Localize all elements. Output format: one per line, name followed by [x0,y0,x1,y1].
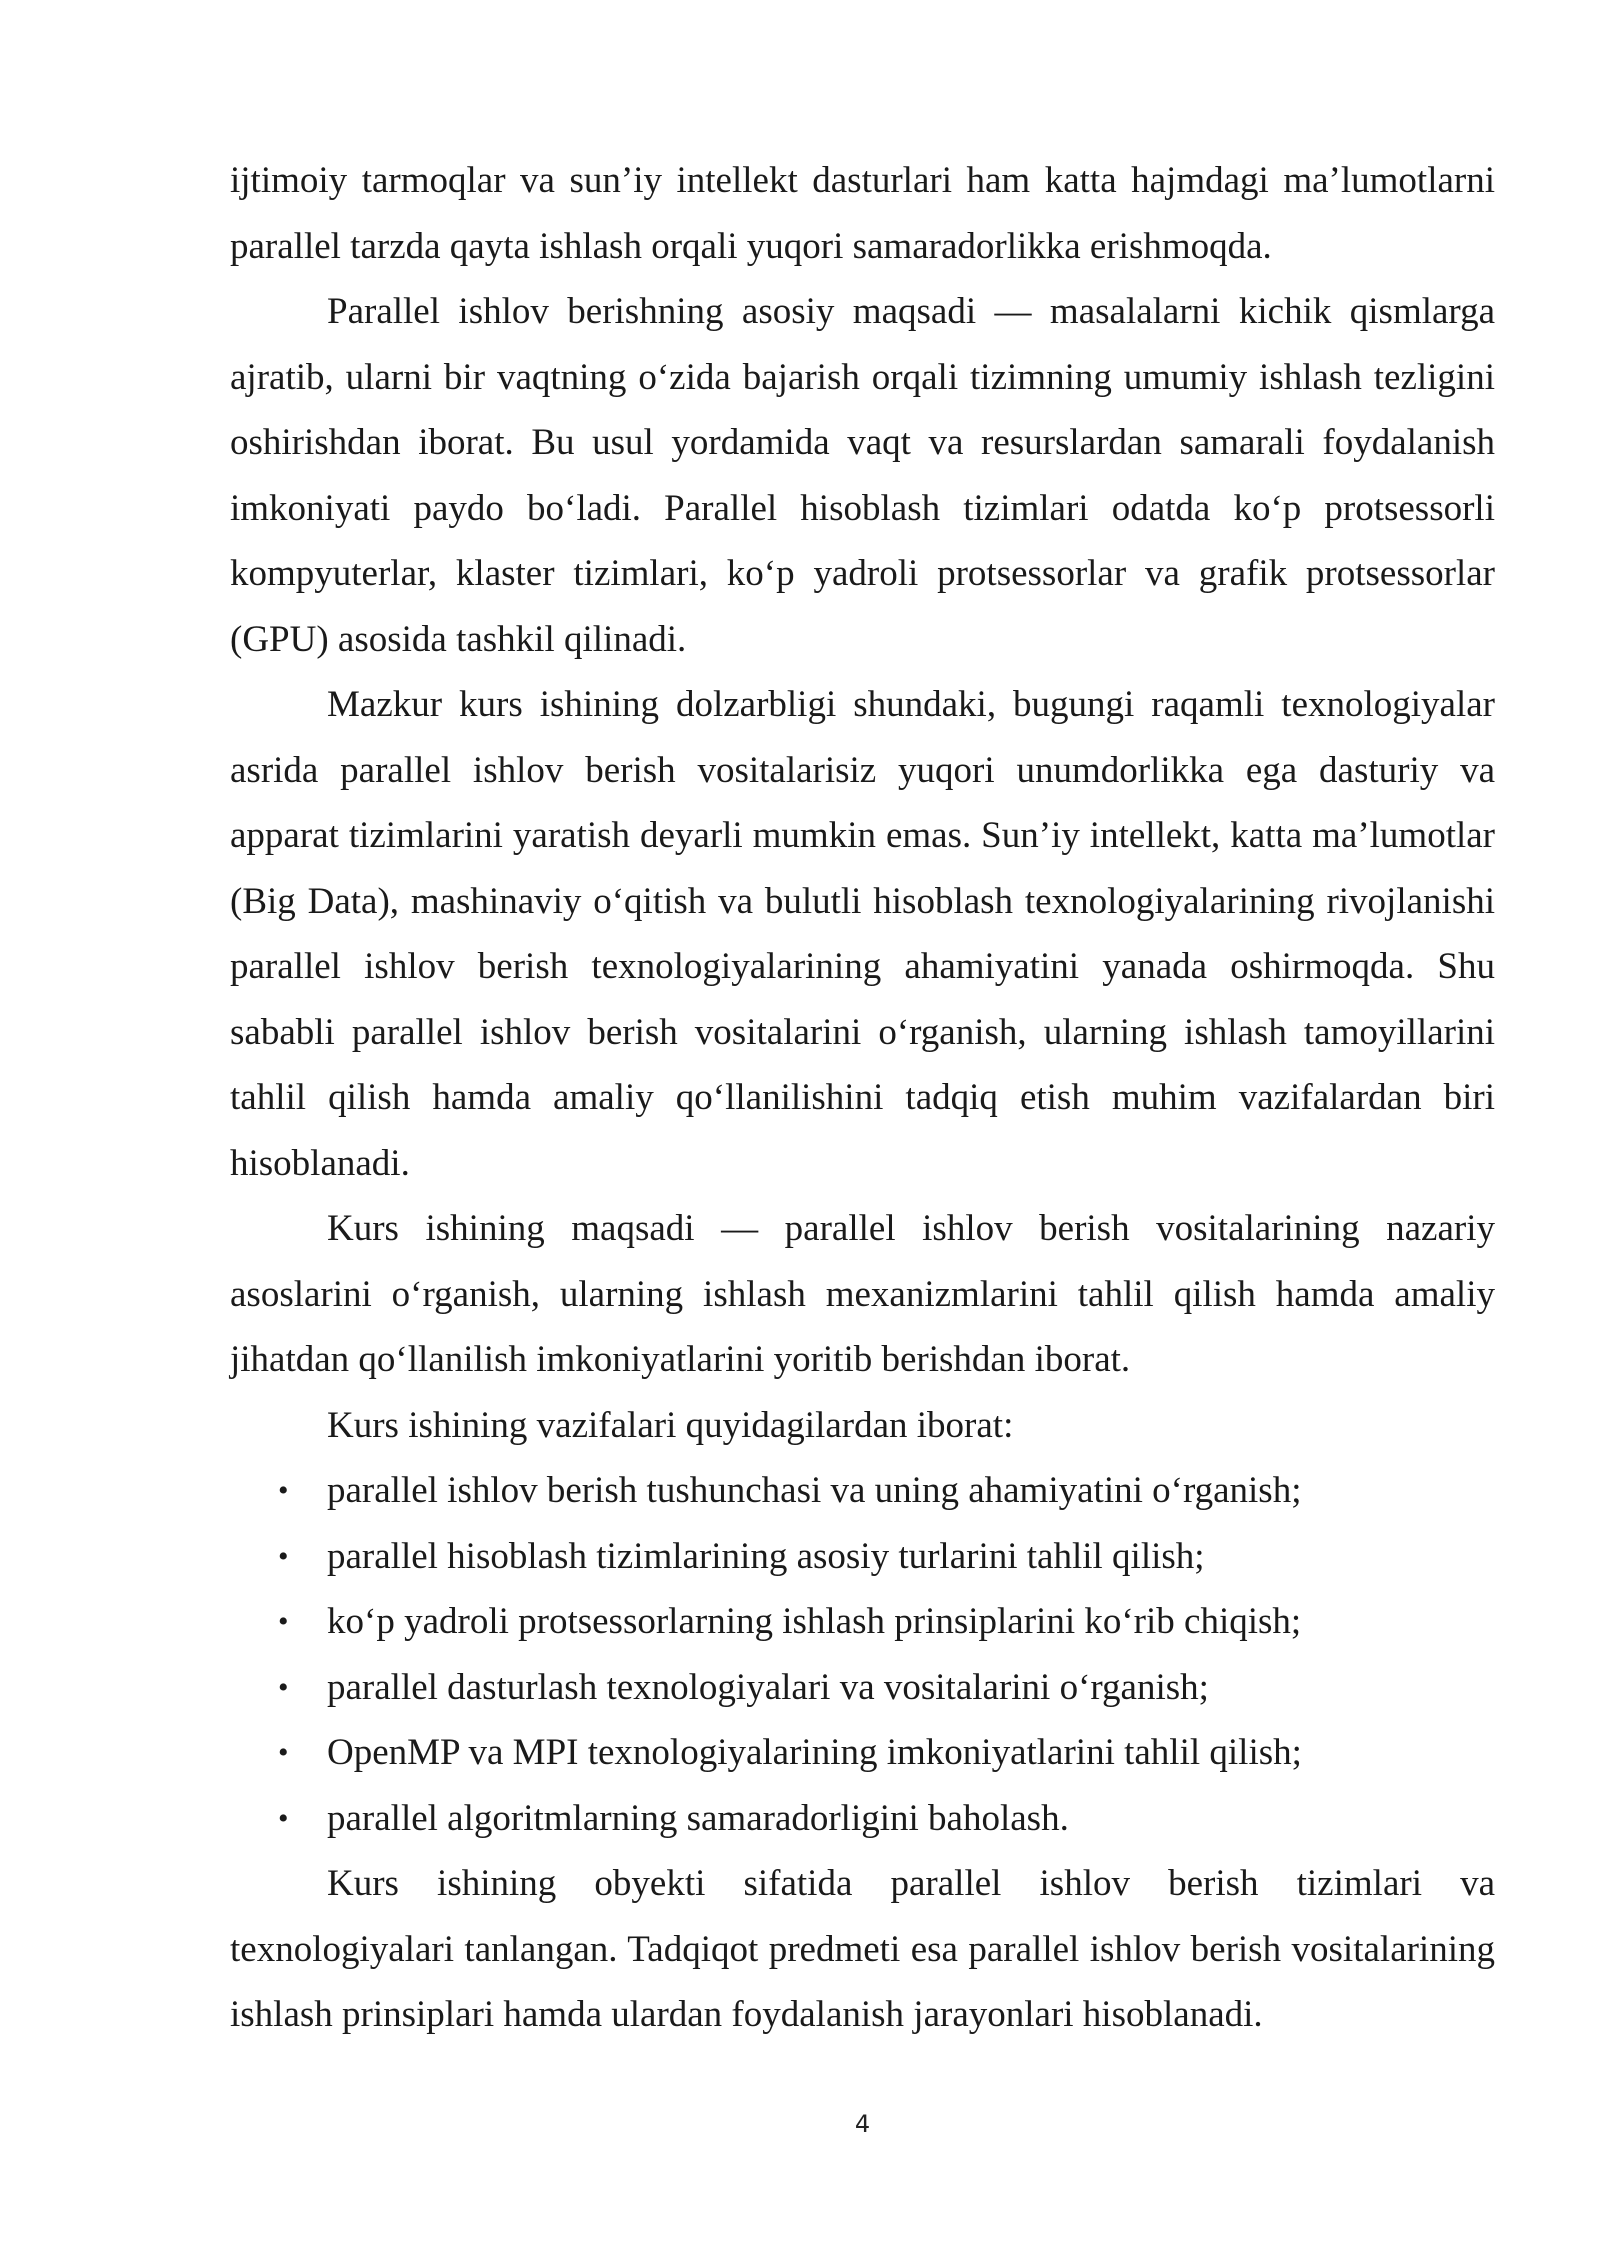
list-item [230,1655,1495,1721]
list-item-text: parallel dasturlash texnologiyalari va vositalarini oʻrganish; [327,1666,1209,1708]
bullet-icon: • [278,1801,289,1835]
document-page [230,148,1495,2048]
bullet-icon: • [278,1736,289,1769]
bullet-icon: • [278,1539,289,1573]
list-item [230,1458,1495,1524]
list-item [230,1720,1495,1786]
page-number: 4 [854,2110,871,2138]
list-item [230,1786,1495,1852]
list-item-text: koʻp yadroli protsessorlarning ishlash prinsiplarini koʻrib chiqish; [327,1601,1302,1642]
list-item-text: parallel algoritmlarning samaradorligini baholash. [327,1797,1069,1839]
list-item [230,1524,1495,1590]
list-item-text: parallel ishlov berish tushunchasi va uning ahamiyatini oʻrganish; [327,1470,1302,1511]
bullet-icon: • [278,1605,289,1638]
list-item-text: parallel hisoblash tizimlarining asosiy turlarini tahlil qilish; [327,1535,1205,1577]
paragraph-tasks-intro: Kurs ishining vazifalari quyidagilardan iborat: [327,1404,1014,1446]
paragraph-relevance: Mazkur kurs ishining dolzarbligi shundaki, bugungi raqamli texnologiyalar asrida parallel ishlov berish vositalarisiz yuqori unumdorlikka ega dasturiy va apparat tizimlarini yaratish deyarli mumkin emas. Sun’iy intellekt, katta ma’lumotlar (Big Data), mashinaviy oʻqitish va bulutli hisoblash texnologiyalarining rivojlanishi parallel ishlov berish texnologiyalarining ahamiyatini yanada oshirmoqda. Shu sababli parallel ishlov berish vositalarini oʻrganish, ularning ishlash tamoyillarini tahlil qilish hamda amaliy qoʻllanilishini tadqiq etish muhim vazifalardan biri hisoblanadi. [230,684,1495,1184]
paragraph-goal-of-parallel-processing: Parallel ishlov berishning asosiy maqsadi — masalalarni kichik qismlarga ajratib, ularni bir vaqtning oʻzida bajarish orqali tizimning umumiy ishlash tezligini oshirishdan iborat. Bu usul yordamida vaqt va resurslardan samarali foydalanish imkoniyati paydo boʻladi. Parallel hisoblash tizimlari odatda koʻp protsessorli kompyuterlar, klaster tizimlari, koʻp yadroli protsessorlar va grafik protsessorlar (GPU) asosida tashkil qilinadi. [230,291,1495,660]
bullet-icon: • [278,1474,289,1507]
list-item [230,1589,1495,1655]
tasks-list [230,1458,1495,1851]
paragraph-objective: Kurs ishining maqsadi — parallel ishlov berish vositalarining nazariy asoslarini oʻrganish, ularning ishlash mexanizmlarini tahlil qilish hamda amaliy jihatdan qoʻllanilish imkoniyatlarini yoritib berishdan iborat. [230,1208,1495,1380]
list-item-text: OpenMP va MPI texnologiyalarining imkoniyatlarini tahlil qilish; [327,1732,1302,1773]
paragraph-continuation: ijtimoiy tarmoqlar va sun’iy intellekt dasturlari ham katta hajmdagi ma’lumotlarni parallel tarzda qayta ishlash orqali yuqori samaradorlikka erishmoqda. [230,160,1495,267]
bullet-icon: • [278,1670,289,1704]
paragraph-object-and-subject: Kurs ishining obyekti sifatida parallel ishlov berish tizimlari va texnologiyalari tanlangan. Tadqiqot predmeti esa parallel ishlov berish vositalarining ishlash prinsiplari hamda ulardan foydalanish jarayonlari hisoblanadi. [230,1863,1495,2035]
